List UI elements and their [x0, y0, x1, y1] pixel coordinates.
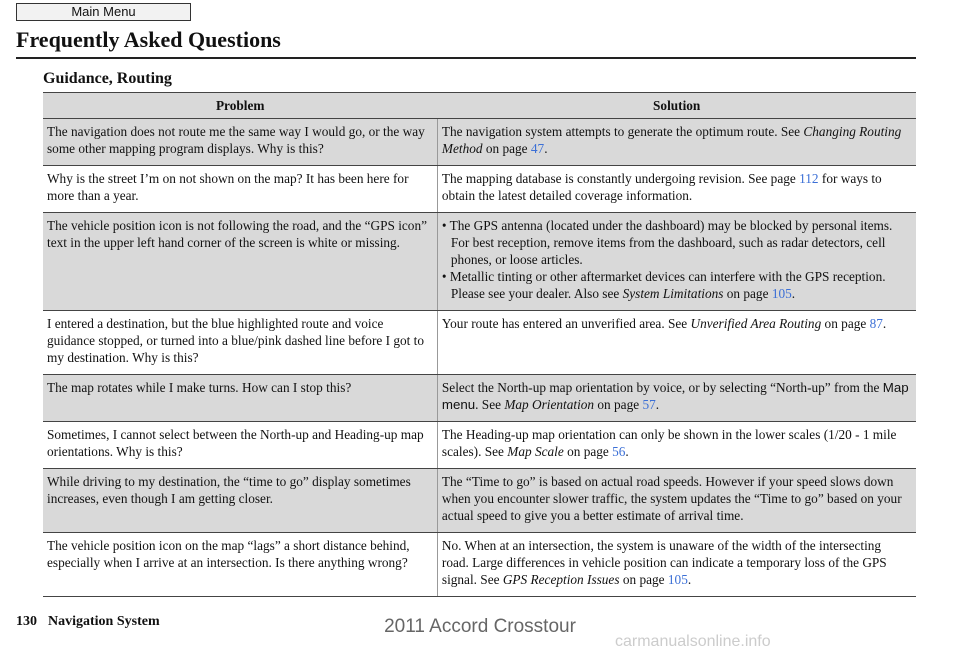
- table-header-row: [43, 93, 916, 119]
- watermark-site: carmanualsonline.info: [615, 633, 771, 650]
- table-row: [43, 533, 916, 597]
- main-menu-button[interactable]: Main Menu: [16, 3, 191, 21]
- title-divider: [16, 57, 916, 59]
- cross-reference-title: Changing Routing Method: [441, 124, 902, 156]
- table-row: [43, 166, 916, 213]
- problem-cell: The map rotates while I make turns. How can I stop this?: [43, 375, 437, 422]
- footer-section: Navigation System: [48, 614, 160, 629]
- page-link[interactable]: 105: [667, 572, 688, 587]
- solution-cell: Select the North-up map orientation by voice, or by selecting “North-up” from the Map menu. See Map Orientation on page 57.: [437, 375, 916, 422]
- bullet-item: • Metallic tinting or other aftermarket devices can interfere with the GPS reception. Please see your dealer. Also see System Limitations on page 105.: [441, 269, 886, 301]
- cross-reference-title: System Limitations: [622, 286, 724, 301]
- problem-cell: I entered a destination, but the blue highlighted route and voice guidance stopped, or turned into a blue/pink dashed line before I got to my destination. Why is this?: [43, 311, 437, 375]
- problem-cell: The vehicle position icon is not following the road, and the “GPS icon” text in the upper left hand corner of the screen is white or missing.: [43, 213, 437, 311]
- problem-cell: The vehicle position icon on the map “lags” a short distance behind, especially when I arrive at an intersection. Is there anything wrong?: [43, 533, 437, 597]
- problem-cell: Sometimes, I cannot select between the North-up and Heading-up map orientations. Why is this?: [43, 422, 437, 469]
- solution-cell: The mapping database is constantly undergoing revision. See page 112 for ways to obtain the latest detailed coverage information.: [437, 166, 916, 213]
- cross-reference-title: Unverified Area Routing: [690, 316, 822, 331]
- menu-name: Map menu: [441, 380, 909, 412]
- solution-cell: The Heading-up map orientation can only be shown in the lower scales (1/20 - 1 mile scales). See Map Scale on page 56.: [437, 422, 916, 469]
- cross-reference-title: GPS Reception Issues: [502, 572, 620, 587]
- page-number: 130: [16, 614, 37, 629]
- solution-cell: The navigation system attempts to generate the optimum route. See Changing Routing Method on page 47.: [437, 119, 916, 166]
- bullet-item: • The GPS antenna (located under the dashboard) may be blocked by personal items. For best reception, remove items from the dashboard, such as radar detectors, cell phones, or loose articles.: [441, 218, 893, 267]
- page-title: Frequently Asked Questions: [16, 27, 281, 52]
- table-row: [43, 311, 916, 375]
- problem-cell: While driving to my destination, the “time to go” display sometimes increases, even though I am getting closer.: [43, 469, 437, 533]
- problem-cell: The navigation does not route me the same way I would go, or the way some other mapping program displays. Why is this?: [43, 119, 437, 166]
- table-row: [43, 213, 916, 311]
- page-link[interactable]: 112: [799, 171, 819, 186]
- watermark: 2011 Accord Crosstour: [384, 616, 576, 637]
- problem-cell: Why is the street I’m on not shown on the map? It has been here for more than a year.: [43, 166, 437, 213]
- solution-header: Solution: [437, 93, 916, 119]
- page-link[interactable]: 57: [642, 397, 656, 412]
- solution-cell: Your route has entered an unverified area. See Unverified Area Routing on page 87.: [437, 311, 916, 375]
- section-title: Guidance, Routing: [43, 70, 172, 87]
- cross-reference-title: Map Scale: [507, 444, 564, 459]
- page-link[interactable]: 105: [771, 286, 792, 301]
- page-link[interactable]: 87: [869, 316, 883, 331]
- page-link[interactable]: 56: [612, 444, 626, 459]
- solution-cell: [437, 213, 916, 311]
- cross-reference-title: Map Orientation: [504, 397, 595, 412]
- table-row: [43, 375, 916, 422]
- problem-header: Problem: [43, 93, 437, 119]
- table-row: [43, 119, 916, 166]
- faq-table: [43, 92, 916, 597]
- solution-cell: The “Time to go” is based on actual road speeds. However if your speed slows down when you encounter slower traffic, the system updates the “Time to go” based on your actual speed to give you a better estimate of arrival time.: [437, 469, 916, 533]
- table-row: [43, 469, 916, 533]
- solution-cell: No. When at an intersection, the system is unaware of the width of the intersecting road. Large differences in vehicle position can indicate a temporary loss of the GPS signal. See GPS Reception Issues on page 105.: [437, 533, 916, 597]
- page-link[interactable]: 47: [530, 141, 545, 156]
- table-row: [43, 422, 916, 469]
